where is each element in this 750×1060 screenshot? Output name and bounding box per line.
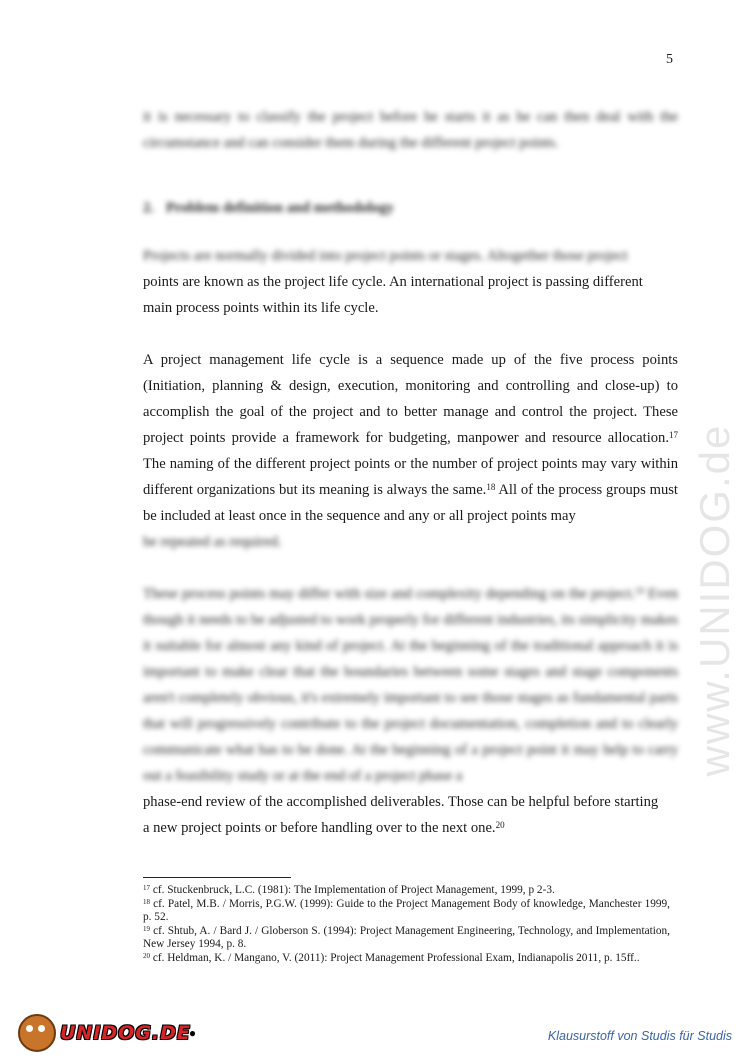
dog-icon [18, 1014, 56, 1052]
section-heading [143, 200, 394, 217]
logo-text: UNIDOG.DE [60, 1022, 191, 1044]
paragraph-1-blurred-line: Projects are normally divided into project points or stages. Altogether those project [143, 248, 628, 264]
paragraph-1-line-2: main process points within its life cycle. [143, 300, 379, 316]
footnote-ref-20[interactable]: 20 [495, 820, 505, 830]
paragraph-3 [143, 581, 678, 841]
paragraph-2-text-c: All of the process groups must be included at least once in the sequence and any or all project points may [143, 482, 678, 524]
footnote-ref-18[interactable]: 18 [486, 482, 496, 492]
footnote-ref-17[interactable]: 17 [669, 430, 678, 440]
footnote-rule [143, 877, 291, 878]
footnote-number: 18 [143, 897, 150, 906]
section-number: 2. [143, 200, 154, 216]
footnote-18 [143, 898, 670, 925]
paragraph-3-blurred-b: Even though it needs to be adjusted to work properly for different industries, its simplicity makes it suitable for almost any kind of project. At the beginning of the traditional approach it is important to make clear that the boundaries between some stages and stage components aren't completely obvious, it's extremely important to see those stages as fundamental parts that will progressively contribute to the project documentation, completion and to clearly communicate what has to be done. At the beginning of a project point it may help to carry out a feasibility study or at the end of a project phase a [143, 586, 678, 784]
footnote-number: 20 [143, 951, 150, 960]
watermark: www.UNIDOG.de [691, 423, 738, 777]
footnote-20 [143, 952, 670, 966]
tagline: Klausurstoff von Studis für Studis [547, 1029, 732, 1043]
footnote-17 [143, 884, 670, 898]
paragraph-3-blurred-a: These process points may differ with size and complexity depending on the project. [143, 586, 636, 602]
footnote-text: cf. Patel, M.B. / Morris, P.G.W. (1999): Guide to the Project Management Body of knowledge, Manchester 1999, p. 52. [143, 897, 670, 924]
page-number: 5 [666, 52, 673, 67]
paragraph-2-text-a: A project management life cycle is a sequence made up of the five process points (Initiation, planning & design, execution, monitoring and controlling and close-up) to accomplish the goal of the project and to better manage and control the project. These project points provide a framework for budgeting, manpower and resource allocation. [143, 352, 678, 446]
footnotes [143, 884, 670, 966]
paragraph-3-line-1: phase-end review of the accomplished deliverables. Those can be helpful before starting [143, 794, 659, 810]
intro-paragraph-blurred: it is necessary to classify the project before he starts it as he can then deal with the circumstance and can consider them during the different project points. [143, 109, 678, 151]
paragraph-1-line-1: points are known as the project life cycle. An international project is passing different [143, 274, 643, 290]
paragraph-1 [143, 243, 678, 321]
footnote-text: cf. Stuckenbruck, L.C. (1981): The Implementation of Project Management, 1999, p 2-3. [150, 884, 555, 896]
footnote-text: cf. Shtub, A. / Bard J. / Globerson S. (1994): Project Management Engineering, Technology, and Implementation, New Jersey 1994, p. 8. [143, 924, 670, 951]
paragraph-3-blurred [143, 581, 678, 789]
footnote-number: 17 [143, 884, 150, 892]
paw-icon: ● [188, 1025, 197, 1040]
unidog-logo[interactable] [18, 1014, 196, 1052]
paragraph-3-line-2-text: a new project points or before handling over to the next one. [143, 820, 496, 836]
paragraph-3-line-2 [143, 815, 678, 841]
paragraph-2 [143, 347, 678, 555]
section-title: Problem definition and methodology [165, 200, 394, 216]
footnote-text: cf. Heldman, K. / Mangano, V. (2011): Project Management Professional Exam, Indianapolis 2011, p. 15ff.. [150, 951, 640, 964]
paragraph-2-text-b: The naming of the different project points or the number of project points may vary within different organizations but its meaning is always the same. [143, 456, 678, 498]
footnote-number: 19 [143, 924, 150, 933]
footnote-19 [143, 925, 670, 952]
paragraph-2-blurred-tail: be repeated as required. [143, 534, 282, 550]
footnote-ref-19[interactable]: 19 [635, 586, 645, 596]
